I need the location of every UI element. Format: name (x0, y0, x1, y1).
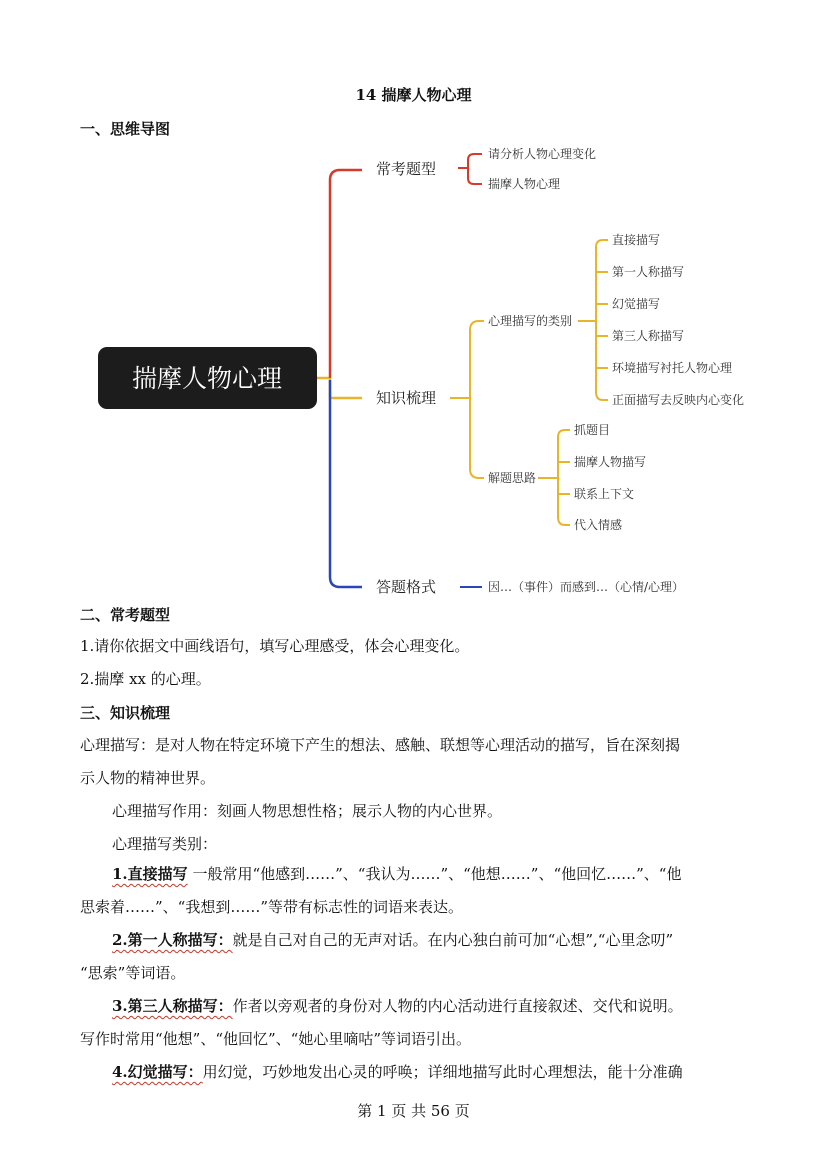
mindmap-step-3: 联系上下文 (574, 487, 635, 501)
section-heading-questions: 二、常考题型 (80, 606, 171, 624)
mindmap-root-label: 揣摩人物心理 (131, 364, 283, 393)
mindmap-item-q2: 揣摩人物心理 (488, 177, 561, 191)
mindmap-sub-approach: 解题思路 (488, 471, 537, 485)
type-4-label: 4.幻觉描写： (112, 1063, 203, 1081)
type-2-text: 就是自己对自己的无声对话。在内心独白前可加“心想”,“心里念叨” (232, 931, 674, 949)
type-2-line-1 (112, 924, 673, 957)
question-2: 2.揣摩 xx 的心理。 (80, 670, 211, 688)
type-3-label: 3.第三人称描写： (112, 997, 233, 1015)
page-title: 14 揣摩人物心理 (355, 86, 472, 104)
type-3-line-1 (112, 990, 683, 1023)
mindmap-type-1: 直接描写 (612, 233, 661, 247)
mindmap-branch-format: 答题格式 (376, 578, 437, 596)
types-label: 心理描写类别： (112, 835, 218, 853)
definition-line-2: 示人物的精神世界。 (80, 769, 216, 787)
type-2-line-2: “思索”等词语。 (80, 964, 186, 982)
mindmap-step-1: 抓题目 (574, 423, 611, 437)
mindmap-type-5: 环境描写衬托人物心理 (612, 361, 733, 375)
type-2-label: 2.第一人称描写： (112, 931, 233, 949)
type-1-line-2: 思索着……”、“我想到……”等带有标志性的词语来表达。 (80, 898, 464, 916)
effect-text: 心理描写作用：刻画人物思想性格；展示人物的内心世界。 (112, 802, 503, 820)
type-4-text: 用幻觉，巧妙地发出心灵的呼唤；详细地描写此时心理想法，能十分准确 (202, 1063, 683, 1081)
mindmap-type-3: 幻觉描写 (612, 297, 661, 311)
type-3-line-2: 写作时常用“他想”、“他回忆”、“她心里嘀咕”等词语引出。 (80, 1030, 472, 1048)
type-3-text: 作者以旁观者的身份对人物的内心活动进行直接叙述、交代和说明。 (232, 997, 683, 1015)
mindmap-step-2: 揣摩人物描写 (574, 455, 647, 469)
mindmap-branch-questions: 常考题型 (376, 160, 437, 178)
mindmap-branch-knowledge: 知识梳理 (376, 389, 437, 407)
mindmap-type-2: 第一人称描写 (612, 265, 685, 279)
type-1-line-1 (112, 858, 681, 891)
page-footer: 第 1 页 共 56 页 (357, 1102, 470, 1120)
mindmap-type-6: 正面描写去反映内心变化 (612, 393, 745, 407)
type-4-line-1 (112, 1056, 683, 1089)
mindmap-format-item: 因…（事件）而感到…（心情/心理） (488, 580, 685, 594)
mindmap-sub-types: 心理描写的类别 (488, 314, 573, 328)
type-1-label: 1.直接描写 (112, 865, 188, 883)
definition-line-1: 心理描写：是对人物在特定环境下产生的想法、感触、联想等心理活动的描写，旨在深刻揭 (80, 736, 681, 754)
mindmap-item-q1: 请分析人物心理变化 (488, 147, 597, 161)
question-1: 1.请你依据文中画线语句，填写心理感受，体会心理变化。 (80, 637, 470, 655)
section-heading-mindmap: 一、思维导图 (80, 120, 171, 138)
type-1-text: 一般常用“他感到……”、“我认为……”、“他想……”、“他回忆……”、“他 (187, 865, 682, 883)
mindmap-type-4: 第三人称描写 (612, 329, 685, 343)
mindmap-step-4: 代入情感 (574, 518, 623, 532)
section-heading-knowledge: 三、知识梳理 (80, 704, 171, 722)
